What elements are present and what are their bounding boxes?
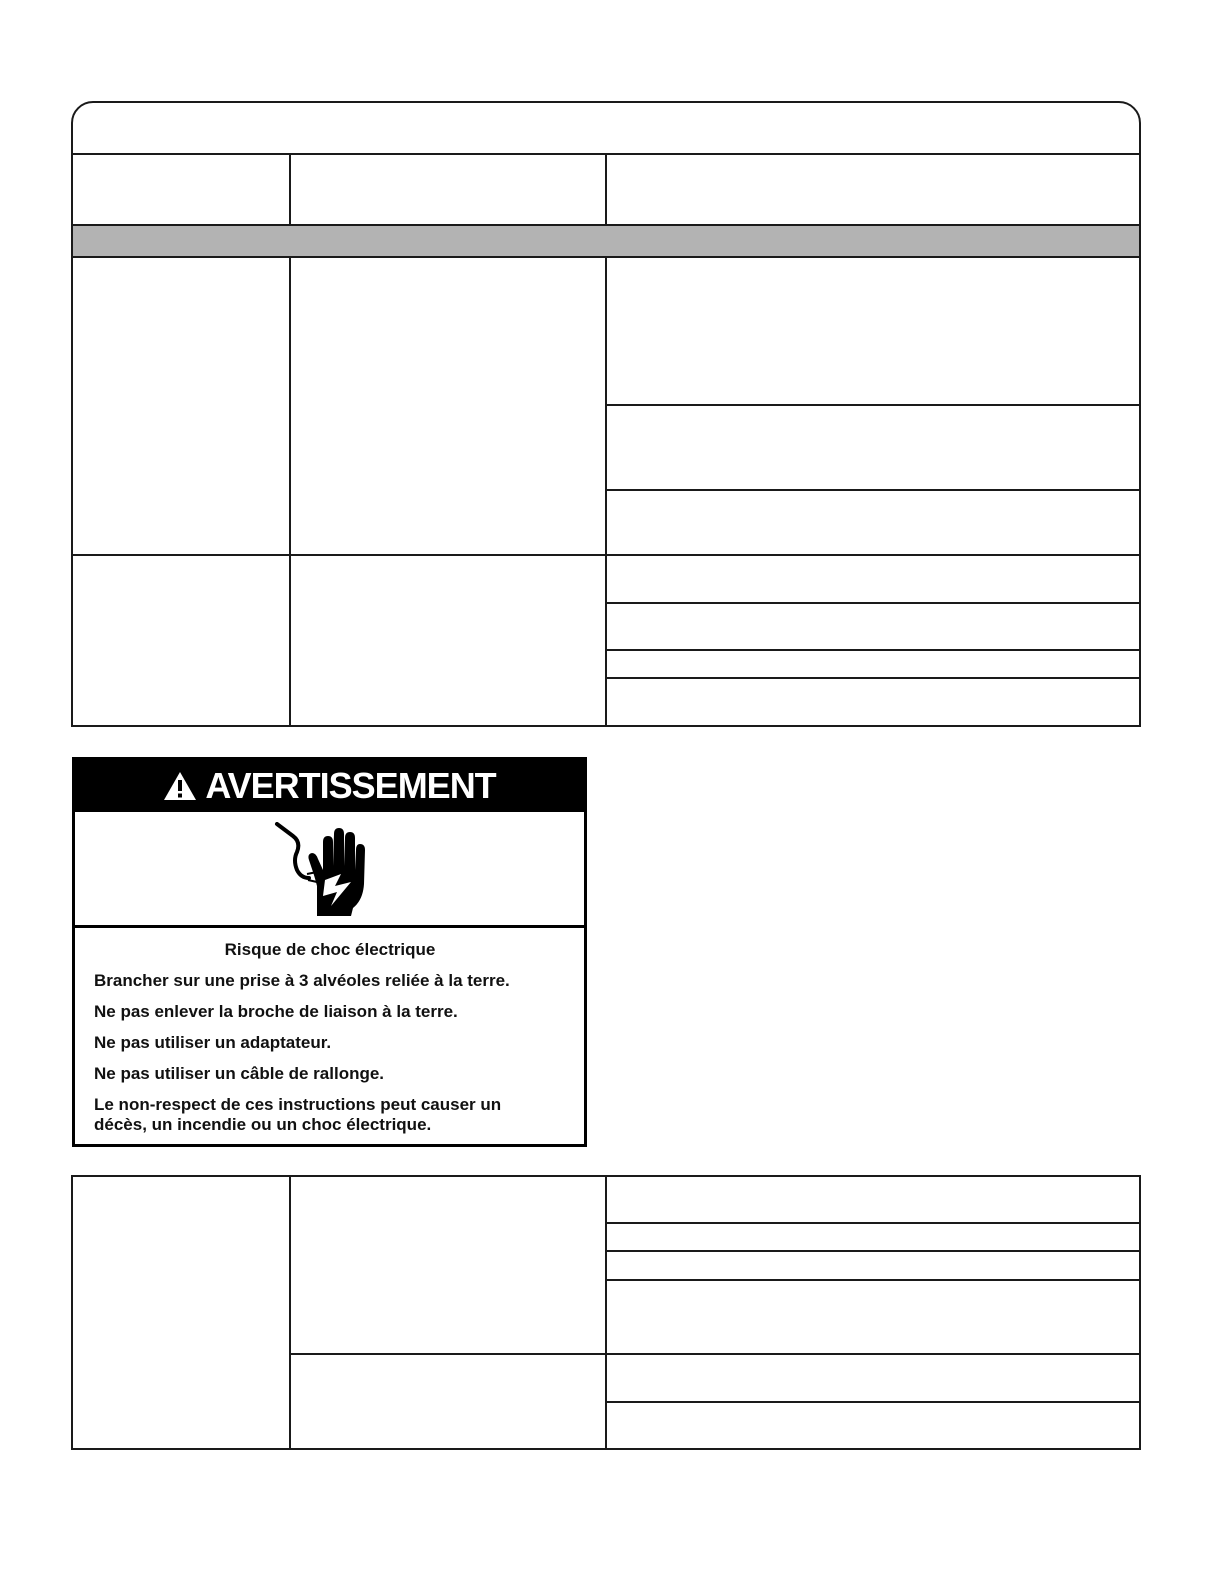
column-header-solution <box>607 155 1139 224</box>
solution-divider <box>606 1401 1140 1403</box>
column-header-possible-causes <box>291 155 605 224</box>
solution-divider <box>606 602 1140 604</box>
table-row <box>607 406 1139 488</box>
table-row <box>607 258 1139 403</box>
cause-divider <box>290 1353 1140 1355</box>
bottom-col-divider-1 <box>289 1176 291 1449</box>
header-col-divider-2 <box>605 154 607 225</box>
row-group-divider <box>72 554 1140 556</box>
warning-box <box>72 757 587 1147</box>
table-row <box>607 491 1139 553</box>
warning-instruction: Ne pas utiliser un adaptateur. <box>94 1033 332 1052</box>
solution-divider <box>606 1279 1140 1281</box>
column-header-problem <box>73 155 289 224</box>
warning-instruction: Ne pas enlever la broche de liaison à la terre. <box>94 1002 458 1021</box>
body-col-divider-1 <box>289 257 291 726</box>
warning-risk-heading: Risque de choc électrique <box>224 940 436 959</box>
warning-symbol-area <box>75 812 584 928</box>
warning-header <box>75 760 584 812</box>
header-col-divider-1 <box>289 154 291 225</box>
warning-instruction: Brancher sur une prise à 3 alvéoles reliée à la terre. <box>94 971 510 990</box>
electrical-shock-hand-icon <box>271 822 367 920</box>
solution-divider <box>606 1222 1140 1224</box>
warning-instruction: Ne pas utiliser un câble de rallonge. <box>94 1064 385 1083</box>
bottom-col-divider-2 <box>605 1176 607 1449</box>
warning-title: AVERTISSEMENT <box>205 765 496 806</box>
warning-consequence: Le non-respect de ces instructions peut causer un décès, un incendie ou un choc électrique. <box>94 1095 502 1134</box>
solution-divider <box>606 677 1140 679</box>
section-band <box>73 226 1139 256</box>
solution-divider <box>606 649 1140 651</box>
warning-body <box>75 928 584 1144</box>
warning-triangle-icon <box>163 771 197 801</box>
solution-divider <box>606 1250 1140 1252</box>
